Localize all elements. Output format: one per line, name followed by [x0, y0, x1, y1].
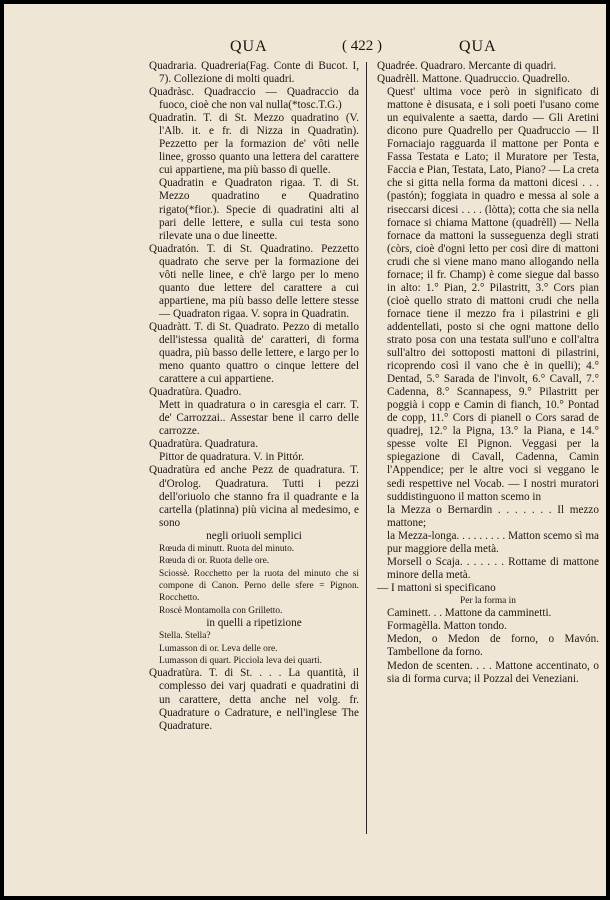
entry: Quadratùra ed anche Pezz de quadratura. T. d'Orolog. Quadratura. Tutti i pezzi dell'oriuolo che stanno fra il quadrante e la cartella (platinna) più vicina al medesimo, e sono [149, 464, 359, 529]
entry: Quadrèll. Mattone. Quadruccio. Quadrello. [377, 73, 570, 86]
entry: Quadraria. Quadreria(Fag. Conte di Bucot. I, 7). Collezione di molti quadri. [149, 60, 359, 86]
entry: la Mezza o Bernardin . . . . . . . Il mezzo mattone; [387, 503, 599, 529]
entry: Quadratin e Quadraton rigaa. T. di St. Mezzo quadratino e Quadratino rigato(*fior.). Specie di quadratini alti al pari delle lettere, e sulla cui testa sono rilevate una o due lineette. [159, 177, 359, 242]
entry: Quadratón. T. di St. Quadratino. Pezzetto quadrato che serve per la formazione dei vôti nelle linee, e ch'è largo per lo meno quanto due lettere del carattere a cui appartiene, ma più basso delle lettere stesse — Quadraton rigaa. V. sopra in Quadratin. [149, 242, 359, 320]
entry: Morsell o Scaja. . . . . . . Rottame di mattone minore della metà. [387, 555, 599, 581]
entry: Quadratìn. T. di St. Mezzo quadratino (V. l'Alb. it. e fr. di Nizza in Quadratìn). Pezzetto per la formazion de' vôti nelle linee, grosso quanto una lettera del carattere cui appartiene, ma più basso di quelle. [149, 112, 359, 177]
sub-entry: Lumasson di quart. Picciola leva dei quarti. [159, 656, 322, 667]
sub-entry: Lumasson di or. Leva delle ore. [159, 643, 278, 654]
entry: Caminett. . . Mattone da camminetti. [387, 607, 552, 620]
sub-entry: Sciossè. Rocchetto per la ruota del minuto che si compone di Canon. Perno delle sfere = Pignon. Rocchetto. [159, 568, 359, 604]
entry: — I mattoni si specificano [377, 581, 496, 594]
sub-entry: Rœuda di or. Ruota delle ore. [159, 556, 270, 567]
entry: Pittor de quadratura. V. in Pittór. [159, 451, 305, 464]
entry: Formagèlla. Matton tondo. [387, 620, 507, 633]
page-header [4, 38, 606, 58]
entry: Medon, o Medon de forno, o Mavón. Tambellone da forno. [387, 633, 599, 659]
column-divider [366, 62, 367, 834]
entry: Medon de scenten. . . . Mattone accentinato, o sia di forma curva; il Pozzal dei Veneziani. [387, 659, 599, 685]
page-number: ( 422 ) [342, 38, 382, 54]
right-column [377, 60, 599, 686]
running-head-left: QUA [230, 38, 268, 55]
entry-body: Quest' ultima voce però in significato di mattone è disusata, e i soli poeti l'usano come un equivalente a saetta, dardo — Gli Aretini dicono pure Quadrello per Quadruccio — Il Fornaciajo ragguarda il mattone per Ponta e Fassa Testata e Lato; il Muratore per Testa, Faccia e Pian, Testata, Lato, Piano? — La creta che si gitta nella forma da mattoni dicesi . . . (pastón); foggiata in quadro e messa al sole a riseccarsi dicesi . . . . (lòtta); cotta che sia nella fornace si chiama Mattone (quadrèll) — Nella fornace da mattoni la susseguenza degli strati (còrs, cioè d'ogni letto per così dire di mattoni crudi che si viene mano mano allogando nella fornace; il fr. Champ) è come siegue dal basso in alto: 1.° Pian, 2.° Pilastritt, 3.° Cors pian (cioè quello strato di mattoni crudi che nella fornace tiene il mezzo fra i pilastrini e gli addentellati, posto si che ogni mattone dello strato posa con una testata sull'uno e coll'altra sull'altro dei sottoposti mattoni di pilastrini, ricoprendo così il vano che è in quelli); 4.° Dentad, 5.° Sarada de l'involt, 6.° Cavall, 7.° Cadenna, 8.° Scannapess, 9.° Pilastritt per poggià i copp e Camin di fianch, 10.° Pontad de copp, 11.° Cors di pianell o Cors sarad de quadrej, 12.° la Pigna, 13.° la Piana, e 14.° spesse volte El Pignon. Veggasi per la spiegazione di Cavall, Cadenna, Camin l'Appendice; per le altre voci si veggano le sedi respettive nel Vocab. — I nostri muratori suddistinguono il matton scemo in [387, 86, 599, 503]
entry: Quadratùra. T. di St. . . . La quantità, il complesso dei varj quadrati e quadratini di un carattere, detta anche nel volg. fr. Quadrature o Cadrature, e nell'inglese The Quadrature. [149, 667, 359, 732]
subheading: negli oriuoli semplici [206, 529, 302, 542]
entry: Quadràsc. Quadraccio — Quadraccio da fuoco, cioè che non val nulla(*tosc.T.G.) [149, 86, 359, 112]
dictionary-page [4, 4, 606, 896]
entry: Mett in quadratura o in caresgia el carr. T. de' Carrozzai.. Assestar bene il carro delle carrozze. [159, 399, 359, 438]
left-column [149, 60, 359, 733]
entry: Quadratùra. Quadratura. [149, 438, 259, 451]
subheading: Per la forma in [460, 595, 516, 606]
sub-entry: Roscè Montamolla con Grilletto. [159, 605, 283, 616]
sub-entry: Stella. Stella? [159, 631, 211, 642]
entry: Quadrée. Quadraro. Mercante di quadri. [377, 60, 557, 72]
sub-entry: Rœuda di minutt. Ruota del minuto. [159, 543, 295, 554]
running-head-right: QUA [459, 38, 497, 55]
entry: la Mezza-longa. . . . . . . . . Matton scemo sì ma pur maggiore della metà. [387, 529, 599, 555]
entry: Quadratùra. Quadro. [149, 386, 242, 399]
subheading: in quelli a ripetizione [206, 617, 302, 630]
entry: Quadràtt. T. di St. Quadrato. Pezzo di metallo dell'istessa qualità de' caratteri, di forma quadra, più basso delle lettere, e largo per lo meno quanto quattro o cinque lettere del carattere a cui appartiene. [149, 320, 359, 386]
